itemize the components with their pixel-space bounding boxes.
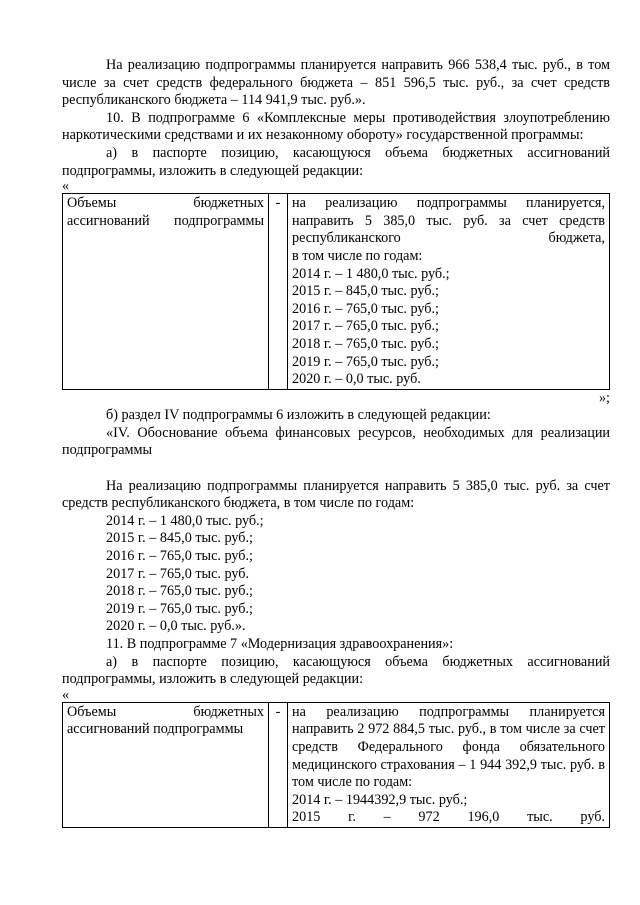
table-year-line: 2018 г. – 765,0 тыс. руб.; [292,335,439,352]
list-item: 2017 г. – 765,0 тыс. руб. [106,565,250,582]
table-intro-text: на реализацию подпрограммы планируется направить 2 972 884,5 тыс. руб., в том числе за счет средств Федерального фонда обязательного медицинского страхования – 1 944 392,9 тыс. руб. в том числе по годам: [292,703,605,791]
list-item: 2015 г. – 845,0 тыс. руб.; [106,530,253,547]
table-year-line: 2014 г. – 1944392,9 тыс. руб.; [292,791,468,808]
table-value-cell [288,194,610,390]
table-year-line: 2017 г. – 765,0 тыс. руб.; [292,318,439,335]
list-item: 2014 г. – 1 480,0 тыс. руб.; [106,512,264,529]
table-dash-cell: - [269,702,288,827]
table-year-line: 2015 г. – 972 196,0 тыс. руб. [292,809,605,826]
table-year-line: 2015 г. – 845,0 тыс. руб.; [292,283,439,300]
paragraph-section-iv-funding: На реализацию подпрограммы планируется направить 5 385,0 тыс. руб. за счет средств республиканского бюджета, в том числе по годам: [62,477,610,512]
blank-line [62,460,610,478]
table-row [63,702,610,827]
table-label-cell [63,702,269,827]
document-page [62,57,610,828]
table-value-cell [288,702,610,827]
table-year-line: 2020 г. – 0,0 тыс. руб. [292,371,421,388]
quote-open-mark-2: « [62,686,70,703]
paragraph-item-10b: б) раздел IV подпрограммы 6 изложить в следующей редакции: [106,407,491,424]
paragraph-item-10a: а) в паспорте позицию, касающуюся объема бюджетных ассигнований подпрограммы, изложить в следующей редакции: [62,144,610,179]
quote-open-mark: « [62,178,70,195]
section-iv-heading: «IV. Обоснование объема финансовых ресурсов, необходимых для реализации подпрограммы [62,424,610,459]
table-dash-cell: - [269,194,288,390]
paragraph-item-11: 11. В подпрограмме 7 «Модернизация здравоохранения»: [106,636,454,652]
list-item: 2020 г. – 0,0 тыс. руб.». [106,618,246,635]
list-item: 2016 г. – 765,0 тыс. руб.; [106,548,253,565]
table-label: Объемы бюджетных ассигнований подпрограммы [67,195,264,229]
table-row [63,194,610,390]
table-label: Объемы бюджетных ассигнований подпрограммы [67,703,264,738]
paragraph-funding-summary: На реализацию подпрограммы планируется направить 966 538,4 тыс. руб., в том числе за счет средств федерального бюджета – 851 596,5 тыс. руб., за счет средств республиканского бюджета – 114 941,9 тыс. руб.». [62,57,610,109]
paragraph-item-11a: а) в паспорте позицию, касающуюся объема бюджетных ассигнований подпрограммы, изложить в следующей редакции: [62,653,610,688]
list-item: 2018 г. – 765,0 тыс. руб.; [106,583,253,600]
passport-table-subprogram-7 [62,702,610,828]
years-list [62,513,610,636]
quote-close-mark: »; [598,389,610,406]
table-year-line: 2016 г. – 765,0 тыс. руб.; [292,300,439,317]
table-year-line: 2019 г. – 765,0 тыс. руб.; [292,353,439,370]
passport-table-subprogram-6 [62,193,610,390]
list-item: 2019 г. – 765,0 тыс. руб.; [106,600,253,617]
table-label-cell [63,194,269,390]
table-intro-text: на реализацию подпрограммы планируется, направить 5 385,0 тыс. руб. за счет средств республиканского бюджета, [292,195,605,247]
paragraph-item-10: 10. В подпрограмме 6 «Комплексные меры противодействия злоупотреблению наркотическими средствами и их незаконному обороту» государственной программы: [62,109,610,144]
table-year-line: 2014 г. – 1 480,0 тыс. руб.; [292,265,450,282]
table-lead-text: в том числе по годам: [292,247,423,264]
